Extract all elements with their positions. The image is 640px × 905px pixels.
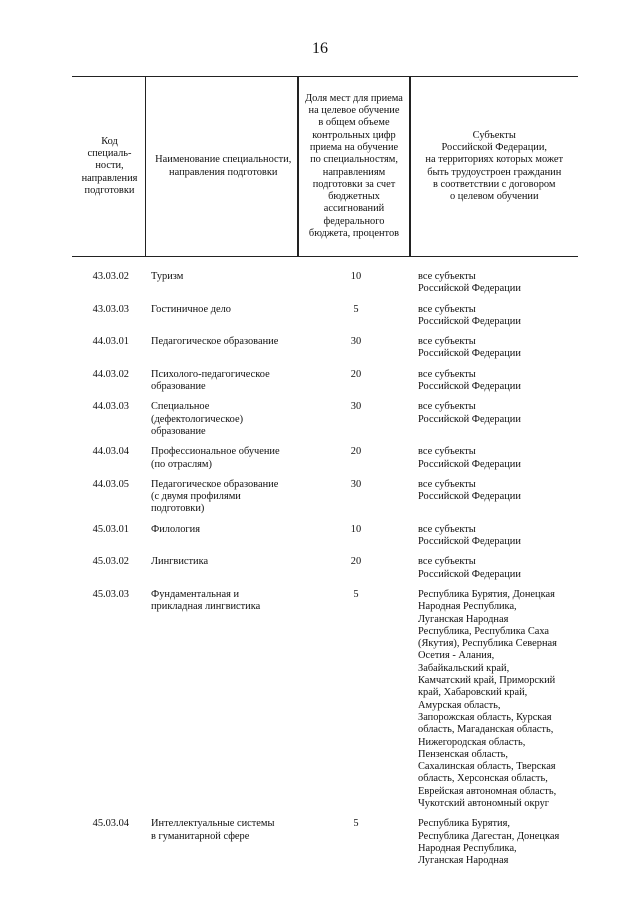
table-body [72, 257, 578, 876]
table-row [72, 524, 578, 557]
specialty-code: 45.03.04 [92, 818, 129, 830]
header-subjects: Субъекты Российской Федерации, на территориях которых может быть трудоустроен гражданин в соответствии с договором о целевом обучении [410, 77, 578, 257]
specialty-code: 44.03.02 [92, 368, 129, 380]
header-share: Доля мест для приема на целевое обучение в общем объеме контрольных цифр приема на обучение по специальностям, направлениям подготовки за счет бюджетных ассигнований федерального бюджета, процентов [298, 77, 410, 257]
share-percent: 20 [350, 368, 362, 380]
target-training-table [72, 76, 578, 875]
share-percent: 30 [350, 478, 362, 490]
federal-subjects: все субъекты Российской Федерации [418, 401, 521, 425]
table-header-row [72, 77, 578, 257]
specialty-name: Профессиональное обучение (по отраслям) [151, 446, 280, 470]
specialty-code: 45.03.01 [92, 523, 129, 535]
federal-subjects: все субъекты Российской Федерации [418, 446, 521, 470]
specialty-code: 44.03.05 [92, 478, 129, 490]
table-row [72, 446, 578, 479]
header-specialty-name: Наименование специальности, направления подготовки [147, 77, 298, 257]
specialty-name: Филология [151, 523, 200, 535]
federal-subjects: Республика Бурятия, Республика Дагестан, Донецкая Народная Республика, Луганская Народная [418, 818, 560, 867]
specialty-name: Лингвистика [151, 556, 209, 568]
specialty-code: 44.03.03 [92, 401, 129, 413]
federal-subjects: Республика Бурятия, Донецкая Народная Республика, Луганская Народная Республика, Республика Саха (Якутия), Республика Северная Осетия - Алания, Забайкальский край, Камчатский край, Приморский край, Хабаровский край, Амурская область, Запорожская область, Курская область, Магаданская область, Нижегородская область, Пензенская область, Сахалинская область, Тверская область, Херсонская область, Еврейская автономная область, Чукотский автономный округ [418, 588, 557, 809]
table-row [72, 369, 578, 402]
specialty-name: Психолого-педагогическое образование [151, 368, 270, 393]
share-percent: 5 [353, 303, 359, 315]
specialty-code: 43.03.02 [92, 271, 129, 282]
specialty-code: 44.03.01 [92, 336, 129, 348]
share-percent: 5 [353, 818, 359, 830]
table-row [72, 589, 578, 818]
federal-subjects: все субъекты Российской Федерации [418, 556, 521, 580]
share-percent: 5 [353, 588, 359, 600]
share-percent: 30 [350, 336, 362, 348]
specialty-code: 45.03.03 [92, 588, 129, 600]
specialty-name: Педагогическое образование (с двумя профилями подготовки) [151, 478, 279, 515]
federal-subjects: все субъекты Российской Федерации [418, 523, 521, 548]
table-row [72, 257, 578, 304]
federal-subjects: все субъекты Российской Федерации [418, 303, 521, 327]
specialty-name: Гостиничное дело [151, 303, 231, 315]
table-row [72, 479, 578, 524]
specialty-name: Интеллектуальные системы в гуманитарной сфере [151, 818, 275, 842]
share-percent: 10 [350, 523, 362, 535]
share-percent: 30 [350, 401, 362, 413]
specialty-name: Специальное (дефектологическое) образование [151, 401, 244, 437]
table-row [72, 556, 578, 589]
specialty-name: Туризм [151, 271, 184, 282]
share-percent: 10 [350, 271, 362, 282]
specialty-code: 45.03.02 [92, 556, 129, 568]
specialty-name: Фундаментальная и прикладная лингвистика [151, 588, 261, 613]
table-row [72, 401, 578, 446]
federal-subjects: все субъекты Российской Федерации [418, 336, 521, 360]
specialty-name: Педагогическое образование [151, 336, 279, 348]
federal-subjects: все субъекты Российской Федерации [418, 368, 521, 393]
specialty-code: 44.03.04 [92, 446, 129, 458]
page-number: 16 [312, 40, 328, 57]
federal-subjects: все субъекты Российской Федерации [418, 478, 521, 503]
table-row [72, 304, 578, 337]
table-row [72, 336, 578, 369]
federal-subjects: все субъекты Российской Федерации [418, 271, 521, 295]
header-code: Код специаль- ности, направления подготовки [72, 77, 147, 257]
specialty-code: 43.03.03 [92, 303, 129, 315]
table-row [72, 818, 578, 875]
share-percent: 20 [350, 556, 362, 568]
share-percent: 20 [350, 446, 362, 458]
